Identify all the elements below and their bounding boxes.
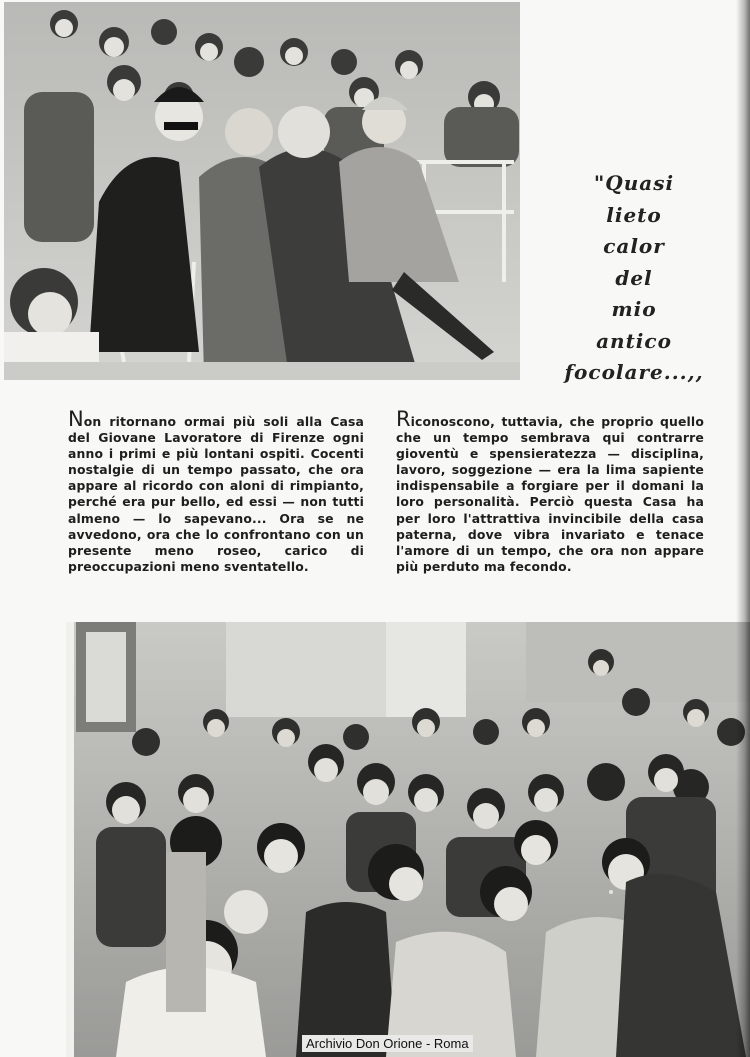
quote-line-5: mio: [611, 297, 657, 321]
quote-line-3: calor: [603, 234, 665, 258]
archive-caption: Archivio Don Orione - Roma: [302, 1035, 473, 1052]
article-text-left: on ritornano ormai più soli alla Casa del Giovane Lavoratore di Firenze ogni anno i primi e più lontani ospiti. Cocenti nostalgie di un tempo passato, che ora appare al ricordo con aloni di rimpianto, perché era pur bello, ed essi — non tutti almeno — lo sapevano... Ora se ne avvedono, ora che lo confrontano con un presente meno roseo, carico di preoccupazioni meno sventatello.: [68, 414, 364, 574]
top-photo: [4, 2, 520, 380]
audience-photo-icon: [4, 2, 520, 380]
binding-shadow: [736, 0, 750, 1057]
quote-line-1: "Quasi: [593, 171, 675, 195]
quote-line-7: focolare...,,: [564, 360, 704, 384]
dropcap-left: N: [68, 407, 84, 431]
article-text-right: iconoscono, tuttavia, che proprio quello che un tempo sembrava qui contrarre gioventù e spensieratezza — disciplina, lavoro, soggezione — era la lima sapiente indispensabile a forgiare per il domani la loro personalità. Perciò questa Casa ha per loro l'attrattiva invincibile della casa paterna, dove vibra invariato e tenace l'amore di un tempo, che ora non appare più perduto ma fecondo.: [396, 414, 704, 574]
quote-line-4: del: [615, 265, 653, 290]
pull-quote: [540, 168, 728, 389]
article-column-left: [68, 407, 364, 575]
article-column-right: [396, 407, 704, 575]
quote-line-6: antico: [596, 328, 672, 353]
dropcap-right: R: [396, 407, 411, 431]
bottom-photo: [66, 622, 750, 1057]
hall-audience-photo-icon: [66, 622, 750, 1057]
quote-line-2: lieto: [606, 202, 662, 227]
